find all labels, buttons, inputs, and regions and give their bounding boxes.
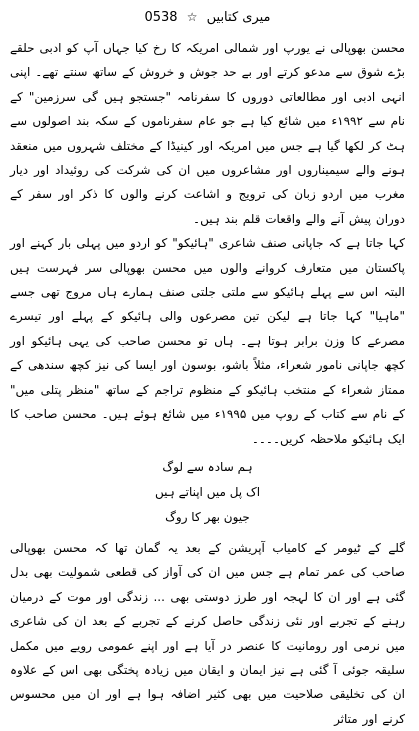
poem-line-2: اک پل میں اپناتے ہیں	[154, 484, 261, 499]
poem-line-3: جیون بھر کا روگ	[165, 509, 250, 524]
haiku-poem	[10, 455, 405, 530]
poem-line-1: ہم سادہ سے لوگ	[162, 459, 253, 474]
header-number: 0538	[144, 10, 178, 25]
paragraph-1: محسن بھوپالی نے یورپ اور شمالی امریکہ کا رخ کیا جہاں آپ کو ادبی حلقے بڑے شوق سے مدعو کرتے اور بے حد جوش و خروش کے ساتھ سنتے تھے۔ اپنی انہی ادبی اور مطالعاتی دوروں کا سفرنامہ "جستجو ہیں گی سرزمین" کے نام سے ۱۹۹۲ء میں شائع کیا ہے جو عام سفرناموں کے سکہ بند اصولوں سے ہٹ کر لکھا گیا ہے جس میں امریکہ اور کینیڈا کے مختلف شہروں میں منعقد ہونے والے سیمیناروں اور مشاعروں میں ان کی شرکت کی روئیداد اور دیار مغرب میں اردو زبان کی ترویج و اشاعت کرنے والوں کا ذکر اور سفر کے دوران پیش آنے والے واقعات قلم بند ہیں۔	[10, 41, 406, 226]
header-title: میری کتابیں	[206, 10, 271, 25]
star-icon: ☆	[186, 10, 198, 24]
paragraph-3: گلے کے ٹیومر کے کامیاب آپریشن کے بعد یہ گمان تھا کہ محسن بھوپالی صاحب کی عمر تمام ہے جس میں ان کی آواز کی قطعی شمولیت بھی بدل گئی ہے اور ان کا لہجہ اور طرز دوستی بھی ... زندگی اور موت کے درمیان رہنے کے تجربے اور نئی زندگی حاصل کرنے کے تجربے کے بعد ان کی شاعری میں نرمی اور رومانیت کا عنصر در آیا ہے اور اپنے عمومی رویے میں مکمل سلیقہ جوئی آ گئی ہے نیز ایمان و ایقان میں زیادہ پختگی بھی اس کے علاوہ ان کی تخلیقی صلاحیت میں بھی کثیر اضافہ ہوا ہے اور ان میں محسوس کرنے اور متاثر	[10, 540, 405, 726]
page-header	[10, 8, 405, 28]
paragraph-2: کہا جاتا ہے کہ جاپانی صنف شاعری "ہائیکو" کو اردو میں پہلی بار کہنے اور پاکستان میں متعارف کروانے والوں میں محسن بھوپالی سر فہرست ہیں البتہ اس سے پہلے ہائیکو سے ملتی جلتی صنف ہمارے ہاں مروج تھی جسے "ماہیا" کہا جاتا ہے لیکن تین مصرعوں والی ہائیکو کے پہلے اور تیسرے مصرعے کا وزن برابر ہوتا ہے۔ ہاں تو محسن صاحب کی یہی ہائیکو اور کچھ جاپانی نامور شعراء، مثلاً باشو، بوسون اور ایسا کی نیز کچھ سندھی کے ممتاز شعراء کے منتخب ہائیکو کے منظوم تراجم کے ساتھ "منظر پتلی میں" کے نام سے کتاب کے روپ میں ۱۹۹۵ء میں شائع ہوئے ہیں۔ محسن صاحب کا ایک ہائیکو ملاحظہ کریں۔۔۔۔	[10, 236, 405, 446]
